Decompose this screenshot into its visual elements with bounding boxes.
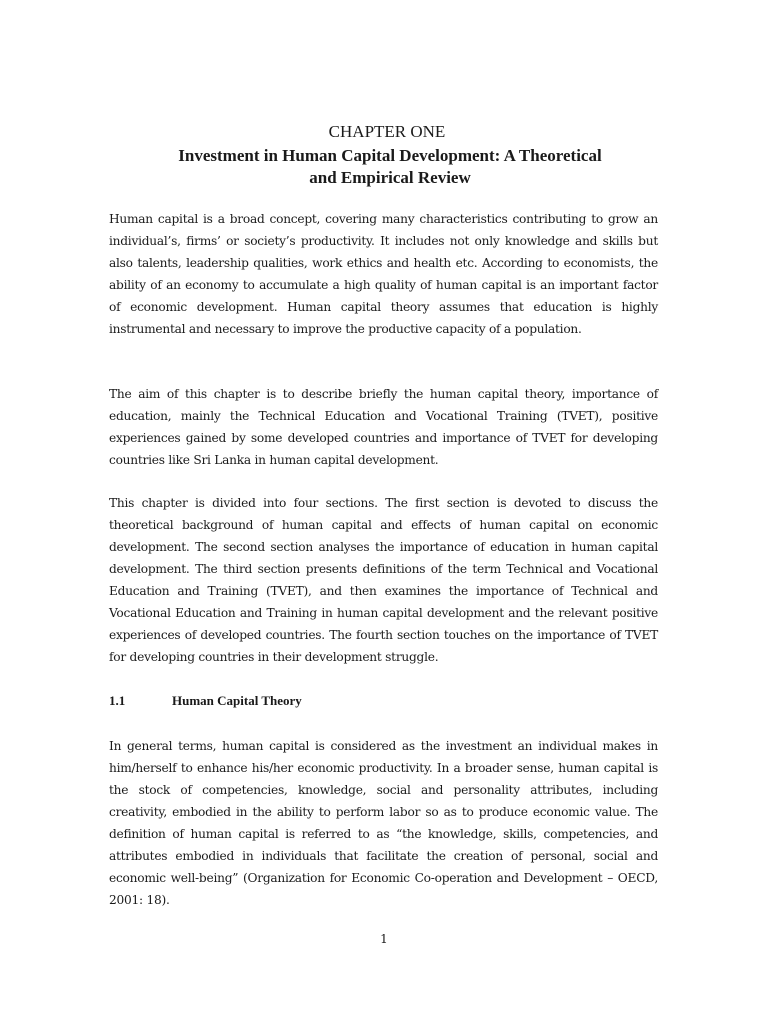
aim-paragraph: The aim of this chapter is to describe briefly the human capital theory, importance of education, mainly the Technical Education and Vocational Training (TVET), positive experiences gained by some developed countries and importance of TVET for developing countries like Sri Lanka in human capital development. — [109, 387, 658, 467]
intro-paragraph: Human capital is a broad concept, covering many characteristics contributing to grow an individual’s, firms’ or society’s productivity. It includes not only knowledge and skills but also talents, leadership qualities, work ethics and health etc. According to economists, the ability of an economy to accumulate a high quality of human capital is an important factor of economic development. Human capital theory assumes that education is highly instrumental and necessary to improve the productive capacity of a population. — [109, 212, 658, 336]
chapter-title-line-2: and Empirical Review — [309, 168, 471, 187]
structure-paragraph: This chapter is divided into four sections. The first section is devoted to discuss the theoretical background of human capital and effects of human capital on economic development. The second section analyses the importance of education in human capital development. The third section presents definitions of the term Technical and Vocational Education and Training (TVET), and then examines the importance of Technical and Vocational Education and Training in human capital development and the relevant positive experiences of developed countries. The fourth section touches on the importance of TVET for developing countries in their development struggle. — [109, 496, 658, 664]
chapter-title-line-1: Investment in Human Capital Development: A Theoretical — [178, 146, 602, 165]
chapter-title — [140, 145, 640, 189]
section-paragraph: In general terms, human capital is considered as the investment an individual makes in him/herself to enhance his/her economic productivity. In a broader sense, human capital is the stock of competencies, knowledge, social and personality attributes, including creativity, embodied in the ability to perform labor so as to produce economic value. The definition of human capital is referred to as “the knowledge, skills, competencies, and attributes embodied in individuals that facilitate the creation of personal, social and economic well-being” (Organization for Economic Co-operation and Development – OECD, 2001: 18). — [109, 739, 658, 907]
section-title: Human Capital Theory — [172, 693, 302, 708]
page-number: 1 — [380, 932, 388, 946]
section-number: 1.1 — [109, 693, 126, 708]
chapter-number: CHAPTER ONE — [328, 122, 446, 141]
section-heading — [109, 691, 302, 711]
